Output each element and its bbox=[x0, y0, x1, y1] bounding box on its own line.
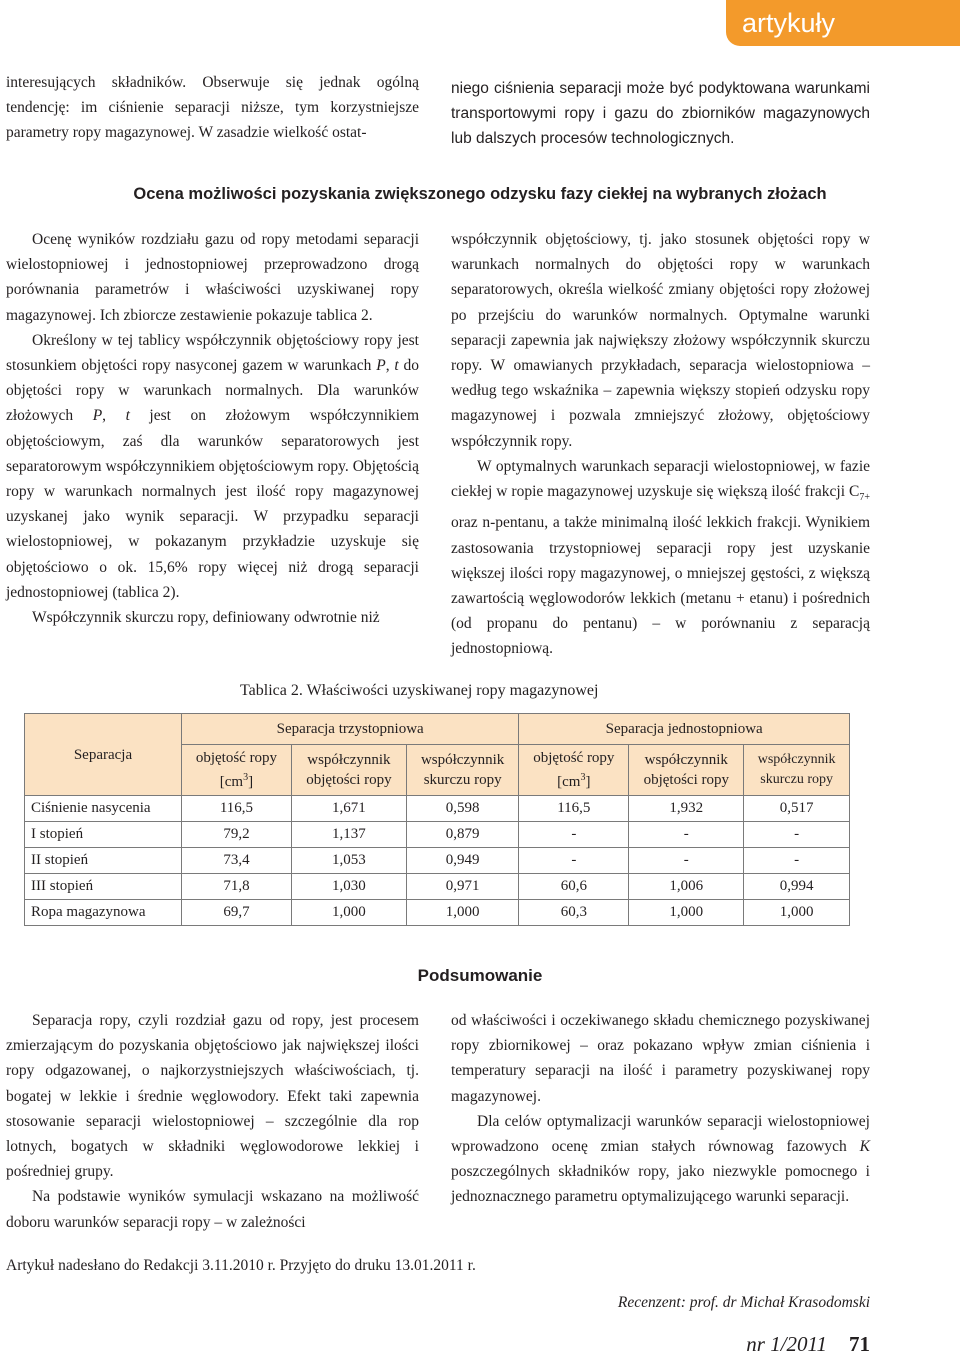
group-header-three-stage: Separacja trzystopniowa bbox=[182, 714, 519, 745]
section-heading-assessment: Ocena możliwości pozyskania zwiększonego odzysku fazy ciekłej na wybranych złożach bbox=[133, 185, 827, 203]
table-cell: - bbox=[519, 822, 629, 848]
table-cell: 0,949 bbox=[406, 848, 518, 874]
column-header-shrinkage-coefficient bbox=[406, 745, 518, 796]
header-text: objętość ropy bbox=[533, 750, 615, 766]
table-cell: 60,3 bbox=[519, 900, 629, 926]
section2-left-column bbox=[6, 1008, 419, 1235]
paragraph bbox=[451, 1109, 870, 1210]
table-cell: 79,2 bbox=[182, 822, 292, 848]
page-folio bbox=[746, 1332, 870, 1357]
table-cell: - bbox=[744, 848, 850, 874]
table-cell: 1,000 bbox=[291, 900, 406, 926]
text-run: oraz n-pentanu, a także minimalną ilość lekkich frakcji. Wynikiem zastosowania trzystopniowej separacji ropy jest uzyskanie większej ilości ropy magazynowej, o mniejszej gęstości, z większą zawartością węglowodorów lekkich (metanu + etanu) i pośrednich (od propanu do pentanu) – w porównaniu z separacją jednostopniową. bbox=[451, 514, 870, 658]
table-cell: 0,879 bbox=[406, 822, 518, 848]
top-left-paragraph bbox=[6, 70, 419, 146]
symbol-t: t bbox=[125, 407, 130, 425]
table-row bbox=[25, 796, 850, 822]
paragraph: Na podstawie wyników symulacji wskazano na możliwość doboru warunków separacji ropy – w zależności bbox=[6, 1188, 419, 1231]
paragraph: Ocenę wyników rozdziału gazu od ropy metodami separacji wielostopniowej i jednostopniowej przeprowadzono drogą porównania parametrów i właściwości uzyskiwanej ropy magazynowej. Ich zbiorcze zestawienie pokazuje tablica 2. bbox=[6, 231, 419, 324]
text-run: , bbox=[102, 407, 126, 425]
header-text: objętość ropy bbox=[195, 750, 278, 766]
table-cell: 73,4 bbox=[182, 848, 292, 874]
table-cell: 1,932 bbox=[629, 796, 744, 822]
paragraph: współczynnik objętościowy, tj. jako stosunek objętości ropy w warunkach normalnych do objętości ropy w warunkach separatorowych, określa wielkość zmiany objętości ropy złożowej po przejściu do warunków normalnych. Optymalne warunki separacji zapewnia jak największy złożowy współczynnik skurczu ropy. W omawianych przykładach, separacja wielostopniowa – według tego wskaźnika – zapewnia większy stopień odzysku ropy magazynowej i pozwala zmniejszyć złożowy, objętościowy współczynnik ropy. bbox=[451, 231, 870, 450]
section1-left-column bbox=[6, 227, 419, 630]
table-cell: 0,517 bbox=[744, 796, 850, 822]
header-text: współczynnik bbox=[644, 752, 728, 768]
properties-table bbox=[24, 713, 850, 926]
table-cell: 1,137 bbox=[291, 822, 406, 848]
table-cell: - bbox=[744, 822, 850, 848]
table-caption: Tablica 2. Właściwości uzyskiwanej ropy magazynowej bbox=[240, 682, 599, 699]
table-row bbox=[25, 848, 850, 874]
header-text: współczynnik bbox=[307, 752, 391, 768]
text-run: jest on złożowym współczynnikiem objętościowym, zaś dla warunków separatorowych jest separatorowym współczynnikiem objętościowym ropy. Objętością ropy w warunkach normalnych jest ilość ropy magazynowej uzyskanej jako wynik separacji. W przypadku separacji wielostopniowej, w pokazanym przykładzie uzyskuje się objętościowo o ok. 15,6% ropy więcej niż drogą separacji jednostopniowej (tablica 2). bbox=[6, 407, 419, 601]
section-label-tab bbox=[726, 0, 960, 46]
symbol-t: t bbox=[394, 357, 399, 375]
text-run: do objętości ropy w warunkach normalnych. Dla warunków złożowych bbox=[6, 357, 420, 425]
text-run: W optymalnych warunkach separacji wielostopniowej, w fazie ciekłej w ropie magazynowej uzyskuje się większą ilość frakcji C bbox=[451, 457, 870, 501]
issue-number: nr 1/2011 bbox=[746, 1332, 827, 1356]
table-cell: 1,030 bbox=[291, 874, 406, 900]
table-cell: 0,971 bbox=[406, 874, 518, 900]
table-cell: 1,053 bbox=[291, 848, 406, 874]
table-cell: 60,6 bbox=[519, 874, 629, 900]
top-right-paragraph bbox=[451, 76, 870, 151]
header-text: objętości ropy bbox=[306, 772, 392, 788]
header-text: ] bbox=[248, 774, 254, 790]
header-text: skurczu ropy bbox=[760, 772, 833, 787]
page-number: 71 bbox=[849, 1332, 870, 1356]
paragraph: od właściwości i oczekiwanego składu chemicznego pozyskiwanej ropy zbiornikowej – oraz pokazano wpływ zmian ciśnienia i temperatury separacji na ilość i parametry pozyskiwanej ropy magazynowej. bbox=[451, 1012, 870, 1105]
paragraph: niego ciśnienia separacji może być podyktowana warunkami transportowymi ropy i gazu do zbiorników magazynowych lub dalszych procesów technologicznych. bbox=[451, 80, 870, 147]
header-text: współczynnik bbox=[420, 752, 505, 768]
table-row bbox=[25, 874, 850, 900]
header-text: ] bbox=[585, 774, 591, 790]
table-corner-header: Separacja bbox=[25, 714, 182, 796]
table-cell: 1,671 bbox=[291, 796, 406, 822]
subscript: 7+ bbox=[859, 492, 870, 504]
section-label: artykuły bbox=[742, 8, 836, 38]
table-cell: - bbox=[629, 822, 744, 848]
table-cell: 116,5 bbox=[182, 796, 292, 822]
row-label: I stopień bbox=[25, 822, 182, 848]
reviewer-note: Recenzent: prof. dr Michał Krasodomski bbox=[617, 1294, 870, 1311]
table-row bbox=[25, 822, 850, 848]
table-cell: 1,006 bbox=[629, 874, 744, 900]
paragraph: Separacja ropy, czyli rozdział gazu od ropy, jest procesem zmierzającym do pozyskania objętościowo jak największej ilości ropy odgazowanej, o najkorzystniejszych właściwościach, tj. bogatej w lekkie i średnie węglowodory. Efekt taki zapewnia stosowanie separacji wielostopniowej – szczególnie dla rop lotnych, bogatych w składniki węglowodorowe lekkiej i pośredniej grupy. bbox=[6, 1012, 419, 1181]
section1-right-column bbox=[451, 227, 870, 662]
section2-right-column bbox=[451, 1008, 870, 1210]
paragraph: Współczynnik skurczu ropy, definiowany odwrotnie niż bbox=[32, 609, 380, 627]
section-heading-summary: Podsumowanie bbox=[417, 966, 543, 985]
superscript: 3 bbox=[580, 772, 586, 783]
column-header-volume-coefficient bbox=[629, 745, 744, 796]
column-header-volume-coefficient bbox=[291, 745, 406, 796]
table-cell: 1,000 bbox=[744, 900, 850, 926]
table-cell: 0,598 bbox=[406, 796, 518, 822]
table-header-row bbox=[25, 714, 850, 745]
table-cell: 1,000 bbox=[406, 900, 518, 926]
text-run: , bbox=[385, 357, 395, 375]
paragraph: interesujących składników. Obserwuje się jednak ogólną tendencję: im ciśnienie separacji niższe, tym korzystniejsze parametry ropy magazynowej. W zasadzie wielkość ostat- bbox=[6, 74, 419, 142]
submission-note: Artykuł nadesłano do Redakcji 3.11.2010 r. Przyjęto do druku 13.01.2011 r. bbox=[6, 1257, 476, 1274]
symbol-P: P bbox=[376, 357, 386, 375]
table-cell: 69,7 bbox=[182, 900, 292, 926]
header-text: [cm bbox=[557, 774, 581, 790]
header-text: współczynnik bbox=[757, 752, 836, 767]
table-cell: 1,000 bbox=[629, 900, 744, 926]
table-cell: - bbox=[629, 848, 744, 874]
group-header-single-stage: Separacja jednostopniowa bbox=[519, 714, 850, 745]
header-text: skurczu ropy bbox=[423, 772, 502, 788]
header-text: objętości ropy bbox=[643, 772, 729, 788]
symbol-P: P bbox=[92, 407, 103, 425]
text-run: Dla celów optymalizacji warunków separacji wielostopniowej wprowadzono ocenę zmian stałych równowag fazowych bbox=[451, 1112, 870, 1156]
text-run: poszczególnych składników ropy, jako niezwykle pomocnego i jednoznacznego parametru optymalizującego warunki separacji. bbox=[451, 1163, 870, 1206]
row-label: Ropa magazynowa bbox=[25, 900, 182, 926]
column-header-shrinkage-coefficient bbox=[744, 745, 850, 796]
superscript: 3 bbox=[243, 772, 249, 783]
row-label: III stopień bbox=[25, 874, 182, 900]
paragraph bbox=[6, 328, 419, 605]
table-cell: 71,8 bbox=[182, 874, 292, 900]
header-text: [cm bbox=[219, 774, 244, 790]
text-run: Określony w tej tablicy współczynnik objętościowy ropy jest stosunkiem objętości ropy nasyconej gazem w warunkach bbox=[6, 331, 419, 375]
table-cell: 0,994 bbox=[744, 874, 850, 900]
row-label: II stopień bbox=[25, 848, 182, 874]
table-cell: 116,5 bbox=[519, 796, 629, 822]
column-header-volume bbox=[519, 745, 629, 796]
row-label: Ciśnienie nasycenia bbox=[25, 796, 182, 822]
table-row bbox=[25, 900, 850, 926]
symbol-K: K bbox=[859, 1138, 870, 1156]
paragraph bbox=[451, 454, 870, 662]
table-cell: - bbox=[519, 848, 629, 874]
column-header-volume bbox=[182, 745, 292, 796]
